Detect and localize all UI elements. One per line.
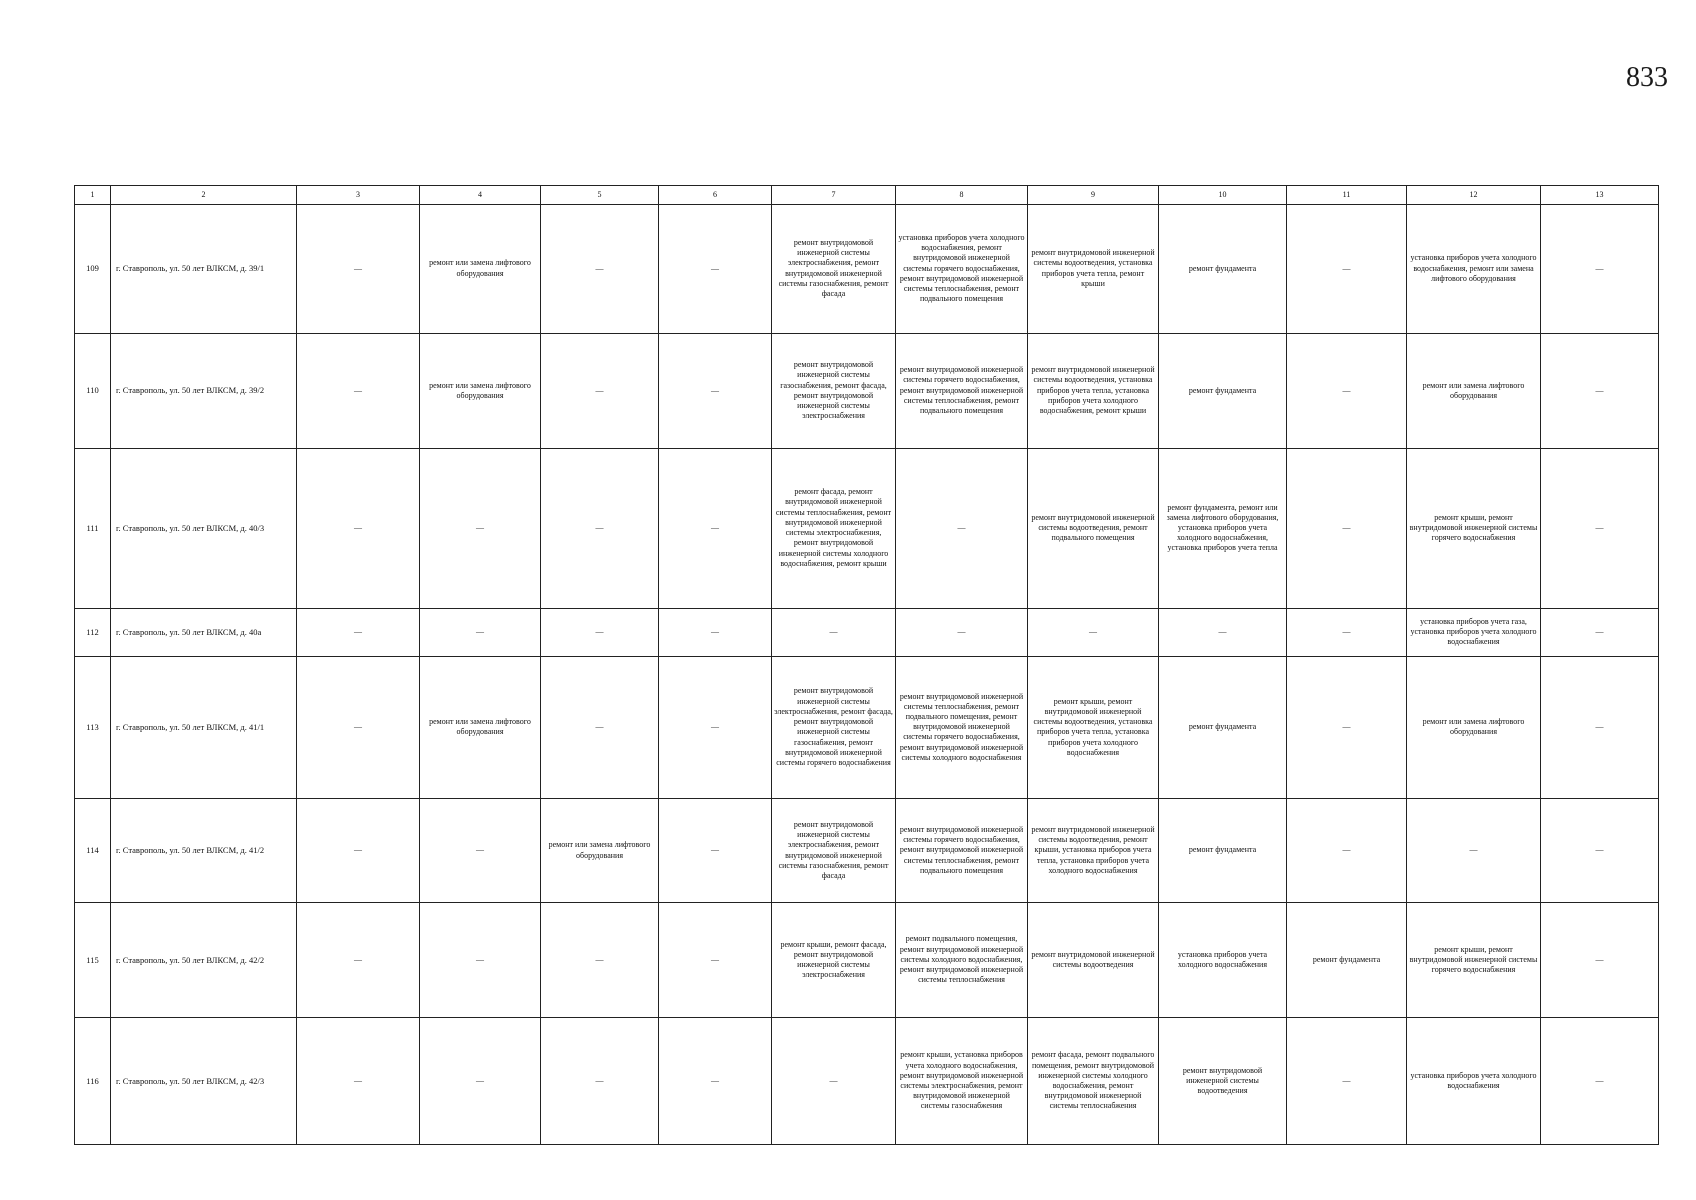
work-cell: — xyxy=(297,799,420,903)
column-number: 13 xyxy=(1541,186,1659,205)
row-number: 111 xyxy=(75,448,111,608)
column-number: 7 xyxy=(772,186,896,205)
work-cell: — xyxy=(1541,448,1659,608)
column-number: 5 xyxy=(541,186,659,205)
column-number: 2 xyxy=(111,186,297,205)
work-cell: — xyxy=(659,903,772,1018)
work-cell: — xyxy=(541,333,659,448)
work-cell: — xyxy=(541,656,659,798)
work-cell: ремонт фундамента, ремонт или замена лифтового оборудования, установка приборов учета холодного водоснабжения, установка приборов учета тепла xyxy=(1159,448,1287,608)
repair-schedule-table xyxy=(74,185,1659,1145)
address-cell: г. Ставрополь, ул. 50 лет ВЛКСМ, д. 41/2 xyxy=(111,799,297,903)
work-cell: — xyxy=(1407,799,1541,903)
column-number: 10 xyxy=(1159,186,1287,205)
work-cell: ремонт внутридомовой инженерной системы электроснабжения, ремонт внутридомовой инженерной системы газоснабжения, ремонт фасада xyxy=(772,799,896,903)
work-cell: установка приборов учета холодного водоснабжения xyxy=(1407,1017,1541,1144)
work-cell: ремонт внутридомовой инженерной системы водоотведения, ремонт подвального помещения xyxy=(1028,448,1159,608)
work-cell: ремонт крыши, ремонт внутридомовой инженерной системы водоотведения, установка приборов учета тепла, установка приборов учета холодного водоснабжения xyxy=(1028,656,1159,798)
work-cell: ремонт внутридомовой инженерной системы горячего водоснабжения, ремонт внутридомовой инженерной системы теплоснабжения, ремонт подвального помещения xyxy=(896,799,1028,903)
work-cell: — xyxy=(659,799,772,903)
row-number: 116 xyxy=(75,1017,111,1144)
work-cell: — xyxy=(1287,333,1407,448)
column-number: 11 xyxy=(1287,186,1407,205)
work-cell: ремонт фундамента xyxy=(1159,333,1287,448)
row-number: 109 xyxy=(75,204,111,333)
table-row xyxy=(75,903,1659,1018)
address-cell: г. Ставрополь, ул. 50 лет ВЛКСМ, д. 42/2 xyxy=(111,903,297,1018)
work-cell: ремонт внутридомовой инженерной системы горячего водоснабжения, ремонт внутридомовой инженерной системы теплоснабжения, ремонт подвального помещения xyxy=(896,333,1028,448)
work-cell: ремонт фундамента xyxy=(1159,656,1287,798)
work-cell: — xyxy=(659,608,772,656)
work-cell: ремонт или замена лифтового оборудования xyxy=(420,204,541,333)
work-cell: — xyxy=(1541,608,1659,656)
work-cell: ремонт или замена лифтового оборудования xyxy=(1407,656,1541,798)
table-row xyxy=(75,656,1659,798)
work-cell: ремонт фундамента xyxy=(1287,903,1407,1018)
work-cell: — xyxy=(1541,204,1659,333)
work-cell: — xyxy=(1287,608,1407,656)
work-cell: ремонт внутридомовой инженерной системы водоотведения xyxy=(1028,903,1159,1018)
work-cell: ремонт крыши, установка приборов учета холодного водоснабжения, ремонт внутридомовой инженерной системы электроснабжения, ремонт внутридомовой инженерной системы газоснабжения xyxy=(896,1017,1028,1144)
work-cell: ремонт внутридомовой инженерной системы водоотведения, установка приборов учета тепла, установка приборов учета холодного водоснабжения, ремонт крыши xyxy=(1028,333,1159,448)
work-cell: ремонт или замена лифтового оборудования xyxy=(420,333,541,448)
work-cell: — xyxy=(541,608,659,656)
work-cell: — xyxy=(896,608,1028,656)
work-cell: — xyxy=(659,1017,772,1144)
work-cell: ремонт внутридомовой инженерной системы теплоснабжения, ремонт подвального помещения, ремонт внутридомовой инженерной системы горячего водоснабжения, ремонт внутридомовой инженерной системы холодного водоснабжения xyxy=(896,656,1028,798)
work-cell: ремонт внутридомовой инженерной системы водоотведения, установка приборов учета тепла, ремонт крыши xyxy=(1028,204,1159,333)
column-number: 1 xyxy=(75,186,111,205)
row-number: 114 xyxy=(75,799,111,903)
work-cell: ремонт внутридомовой инженерной системы водоотведения, ремонт крыши, установка приборов учета тепла, установка приборов учета холодного водоснабжения xyxy=(1028,799,1159,903)
work-cell: ремонт или замена лифтового оборудования xyxy=(420,656,541,798)
work-cell: — xyxy=(297,1017,420,1144)
column-number: 8 xyxy=(896,186,1028,205)
column-number: 12 xyxy=(1407,186,1541,205)
work-cell: — xyxy=(1287,656,1407,798)
address-cell: г. Ставрополь, ул. 50 лет ВЛКСМ, д. 40а xyxy=(111,608,297,656)
table-row xyxy=(75,204,1659,333)
work-cell: — xyxy=(659,204,772,333)
work-cell: ремонт крыши, ремонт фасада, ремонт внутридомовой инженерной системы электроснабжения xyxy=(772,903,896,1018)
work-cell: — xyxy=(297,448,420,608)
work-cell: — xyxy=(297,903,420,1018)
work-cell: — xyxy=(297,333,420,448)
work-cell: — xyxy=(297,204,420,333)
work-cell: — xyxy=(1541,1017,1659,1144)
work-cell: — xyxy=(1287,448,1407,608)
work-cell: — xyxy=(420,799,541,903)
work-cell: — xyxy=(1287,204,1407,333)
column-number: 4 xyxy=(420,186,541,205)
work-cell: — xyxy=(1287,799,1407,903)
row-number: 115 xyxy=(75,903,111,1018)
work-cell: — xyxy=(1541,656,1659,798)
work-cell: ремонт крыши, ремонт внутридомовой инженерной системы горячего водоснабжения xyxy=(1407,448,1541,608)
work-cell: установка приборов учета холодного водоснабжения xyxy=(1159,903,1287,1018)
work-cell: — xyxy=(420,903,541,1018)
work-cell: ремонт внутридомовой инженерной системы водоотведения xyxy=(1159,1017,1287,1144)
table-row xyxy=(75,448,1659,608)
work-cell: — xyxy=(541,448,659,608)
work-cell: установка приборов учета холодного водоснабжения, ремонт внутридомовой инженерной системы горячего водоснабжения, ремонт внутридомовой инженерной системы теплоснабжения, ремонт подвального помещения xyxy=(896,204,1028,333)
address-cell: г. Ставрополь, ул. 50 лет ВЛКСМ, д. 42/3 xyxy=(111,1017,297,1144)
page-number: 833 xyxy=(1626,62,1668,93)
row-number: 110 xyxy=(75,333,111,448)
work-cell: — xyxy=(1028,608,1159,656)
work-cell: ремонт или замена лифтового оборудования xyxy=(1407,333,1541,448)
column-number: 3 xyxy=(297,186,420,205)
work-cell: ремонт фундамента xyxy=(1159,204,1287,333)
table-row xyxy=(75,1017,1659,1144)
work-cell: ремонт или замена лифтового оборудования xyxy=(541,799,659,903)
work-cell: установка приборов учета газа, установка приборов учета холодного водоснабжения xyxy=(1407,608,1541,656)
work-cell: ремонт подвального помещения, ремонт внутридомовой инженерной системы холодного водоснабжения, ремонт внутридомовой инженерной системы теплоснабжения xyxy=(896,903,1028,1018)
work-cell: — xyxy=(541,1017,659,1144)
column-number: 9 xyxy=(1028,186,1159,205)
address-cell: г. Ставрополь, ул. 50 лет ВЛКСМ, д. 41/1 xyxy=(111,656,297,798)
row-number: 112 xyxy=(75,608,111,656)
work-cell: — xyxy=(297,608,420,656)
work-cell: — xyxy=(420,608,541,656)
work-cell: ремонт внутридомовой инженерной системы газоснабжения, ремонт фасада, ремонт внутридомовой инженерной системы электроснабжения xyxy=(772,333,896,448)
work-cell: — xyxy=(772,1017,896,1144)
work-cell: ремонт внутридомовой инженерной системы электроснабжения, ремонт фасада, ремонт внутридомовой инженерной системы газоснабжения, ремонт внутридомовой инженерной системы горячего водоснабжения xyxy=(772,656,896,798)
work-cell: ремонт фасада, ремонт внутридомовой инженерной системы теплоснабжения, ремонт внутридомовой инженерной системы электроснабжения, ремонт внутридомовой инженерной системы холодного водоснабжения, ремонт крыши xyxy=(772,448,896,608)
work-cell: ремонт внутридомовой инженерной системы электроснабжения, ремонт внутридомовой инженерной системы газоснабжения, ремонт фасада xyxy=(772,204,896,333)
work-cell: — xyxy=(772,608,896,656)
table-row xyxy=(75,608,1659,656)
work-cell: ремонт фасада, ремонт подвального помещения, ремонт внутридомовой инженерной системы холодного водоснабжения, ремонт внутридомовой инженерной системы теплоснабжения xyxy=(1028,1017,1159,1144)
work-cell: — xyxy=(420,1017,541,1144)
column-number-row xyxy=(75,186,1659,205)
work-cell: — xyxy=(420,448,541,608)
work-cell: — xyxy=(541,903,659,1018)
row-number: 113 xyxy=(75,656,111,798)
work-cell: — xyxy=(659,656,772,798)
address-cell: г. Ставрополь, ул. 50 лет ВЛКСМ, д. 40/3 xyxy=(111,448,297,608)
column-number: 6 xyxy=(659,186,772,205)
work-cell: — xyxy=(1541,903,1659,1018)
address-cell: г. Ставрополь, ул. 50 лет ВЛКСМ, д. 39/1 xyxy=(111,204,297,333)
table-row xyxy=(75,333,1659,448)
address-cell: г. Ставрополь, ул. 50 лет ВЛКСМ, д. 39/2 xyxy=(111,333,297,448)
work-cell: — xyxy=(297,656,420,798)
work-cell: ремонт фундамента xyxy=(1159,799,1287,903)
work-cell: — xyxy=(541,204,659,333)
table-row xyxy=(75,799,1659,903)
work-cell: — xyxy=(1159,608,1287,656)
work-cell: — xyxy=(1541,333,1659,448)
work-cell: — xyxy=(659,448,772,608)
work-cell: — xyxy=(1287,1017,1407,1144)
work-cell: ремонт крыши, ремонт внутридомовой инженерной системы горячего водоснабжения xyxy=(1407,903,1541,1018)
work-cell: — xyxy=(1541,799,1659,903)
work-cell: установка приборов учета холодного водоснабжения, ремонт или замена лифтового оборудования xyxy=(1407,204,1541,333)
work-cell: — xyxy=(896,448,1028,608)
work-cell: — xyxy=(659,333,772,448)
